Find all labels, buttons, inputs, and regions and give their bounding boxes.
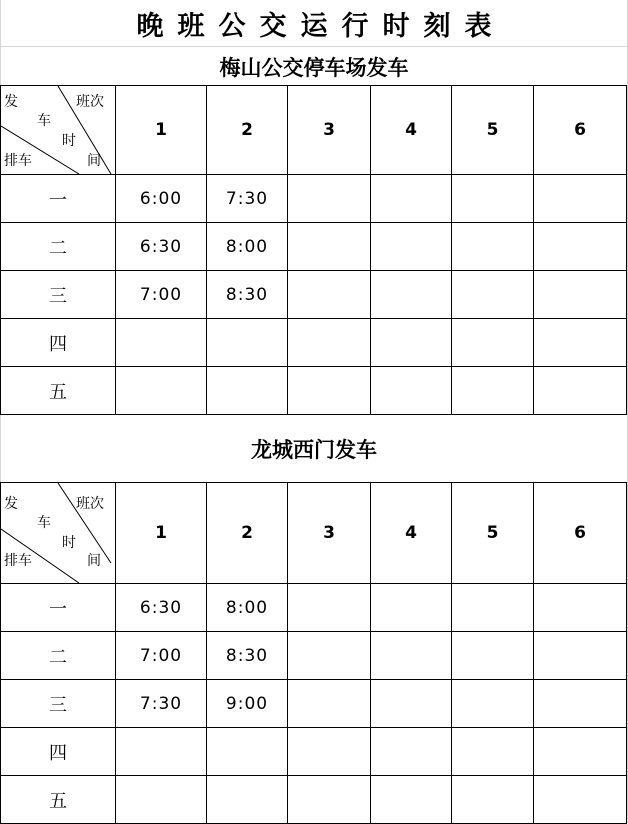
time-cell <box>452 728 534 776</box>
table-row <box>1 271 627 319</box>
column-header: 4 <box>371 86 452 175</box>
header-corner-cell <box>1 86 116 175</box>
corner-label-paiche: 排车 <box>4 153 32 169</box>
table-row <box>1 632 627 680</box>
timetable-meishan <box>0 85 627 415</box>
time-cell <box>207 367 288 415</box>
corner-label-che: 车 <box>37 515 51 531</box>
time-cell <box>371 319 452 367</box>
time-cell: 9:00 <box>207 680 288 728</box>
corner-label-che: 车 <box>37 113 51 129</box>
time-cell <box>452 680 534 728</box>
time-cell <box>452 319 534 367</box>
row-label: 五 <box>1 776 116 824</box>
time-cell <box>534 367 627 415</box>
corner-label-banci: 班次 <box>76 94 104 110</box>
time-cell <box>371 680 452 728</box>
corner-label-jian: 间 <box>87 153 101 169</box>
time-cell: 6:30 <box>116 584 207 632</box>
time-cell <box>288 632 371 680</box>
table-row <box>1 367 627 415</box>
header-corner-cell <box>1 483 116 584</box>
column-header: 1 <box>116 483 207 584</box>
section-title-longcheng: 龙城西门发车 <box>251 438 377 462</box>
time-cell <box>288 223 371 271</box>
corner-label-banci: 班次 <box>76 496 104 512</box>
time-cell <box>452 632 534 680</box>
row-label: 三 <box>1 271 116 319</box>
row-label: 二 <box>1 223 116 271</box>
time-cell <box>288 584 371 632</box>
time-cell <box>371 728 452 776</box>
time-cell <box>534 584 627 632</box>
time-cell: 6:00 <box>116 175 207 223</box>
time-cell <box>534 223 627 271</box>
column-header: 3 <box>288 86 371 175</box>
time-cell: 7:00 <box>116 271 207 319</box>
time-cell <box>116 367 207 415</box>
time-cell <box>534 632 627 680</box>
time-cell <box>371 271 452 319</box>
time-cell <box>534 271 627 319</box>
divider <box>0 46 628 47</box>
column-header: 2 <box>207 86 288 175</box>
time-cell <box>371 367 452 415</box>
time-cell: 8:00 <box>207 223 288 271</box>
corner-label-shi: 时 <box>62 133 76 149</box>
table-row <box>1 319 627 367</box>
table-row <box>1 728 627 776</box>
time-cell <box>534 728 627 776</box>
time-cell <box>452 367 534 415</box>
corner-label-paiche: 排车 <box>4 553 32 569</box>
table-row <box>1 776 627 824</box>
time-cell <box>288 680 371 728</box>
column-header: 2 <box>207 483 288 584</box>
column-header: 5 <box>452 86 534 175</box>
time-cell <box>288 175 371 223</box>
time-cell <box>288 271 371 319</box>
time-cell <box>288 776 371 824</box>
column-header: 3 <box>288 483 371 584</box>
time-cell <box>288 367 371 415</box>
time-cell <box>371 632 452 680</box>
time-cell <box>207 728 288 776</box>
column-header: 6 <box>534 483 627 584</box>
time-cell <box>116 776 207 824</box>
timetable-longcheng <box>0 482 627 824</box>
time-cell <box>452 223 534 271</box>
page-title: 晚班公交运行时刻表 <box>136 10 506 42</box>
time-cell <box>534 175 627 223</box>
corner-label-fa: 发 <box>4 496 18 512</box>
time-cell: 6:30 <box>116 223 207 271</box>
time-cell <box>534 319 627 367</box>
row-label: 一 <box>1 175 116 223</box>
row-label: 四 <box>1 319 116 367</box>
time-cell <box>207 776 288 824</box>
time-cell <box>452 175 534 223</box>
time-cell <box>288 319 371 367</box>
table-row <box>1 175 627 223</box>
column-header: 6 <box>534 86 627 175</box>
time-cell <box>371 223 452 271</box>
time-cell <box>534 776 627 824</box>
corner-label-shi: 时 <box>62 535 76 551</box>
column-header: 1 <box>116 86 207 175</box>
time-cell <box>371 175 452 223</box>
row-label: 五 <box>1 367 116 415</box>
section-title-meishan: 梅山公交停车场发车 <box>219 55 409 80</box>
row-label: 三 <box>1 680 116 728</box>
time-cell <box>452 584 534 632</box>
time-cell: 8:00 <box>207 584 288 632</box>
time-cell <box>116 319 207 367</box>
table-row <box>1 680 627 728</box>
time-cell: 8:30 <box>207 632 288 680</box>
time-cell: 7:30 <box>116 680 207 728</box>
row-label: 二 <box>1 632 116 680</box>
time-cell <box>452 271 534 319</box>
time-cell: 8:30 <box>207 271 288 319</box>
time-cell: 7:30 <box>207 175 288 223</box>
row-label: 四 <box>1 728 116 776</box>
time-cell: 7:00 <box>116 632 207 680</box>
corner-label-jian: 间 <box>87 553 101 569</box>
column-header: 4 <box>371 483 452 584</box>
time-cell <box>452 776 534 824</box>
corner-label-fa: 发 <box>4 94 18 110</box>
time-cell <box>288 728 371 776</box>
time-cell <box>371 776 452 824</box>
time-cell <box>371 584 452 632</box>
time-cell <box>116 728 207 776</box>
time-cell <box>207 319 288 367</box>
time-cell <box>534 680 627 728</box>
row-label: 一 <box>1 584 116 632</box>
column-header: 5 <box>452 483 534 584</box>
table-row <box>1 223 627 271</box>
table-row <box>1 584 627 632</box>
